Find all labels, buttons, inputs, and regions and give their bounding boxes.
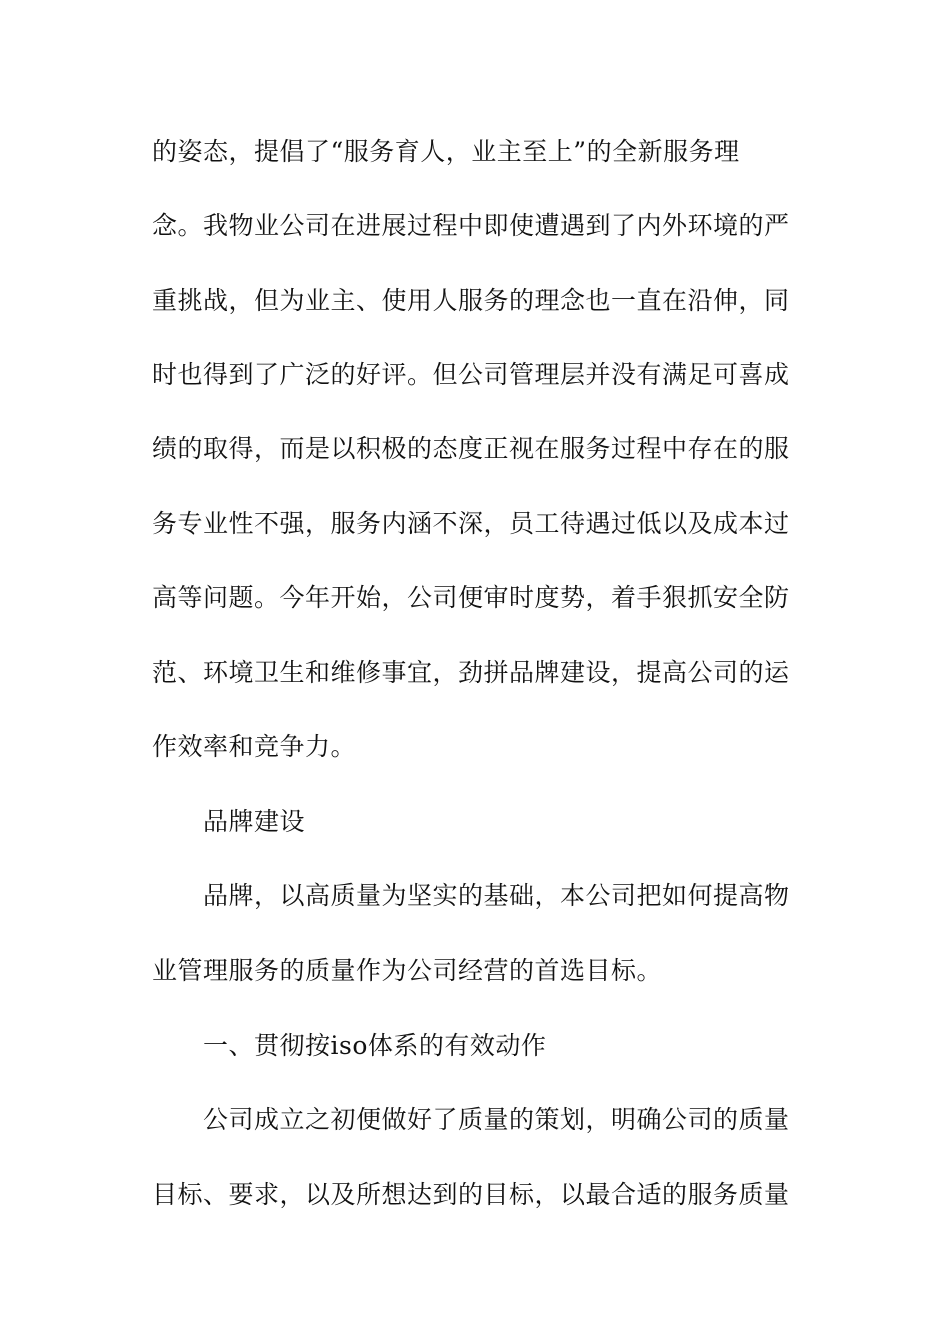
body-text-line: 作效率和竞争力。 <box>152 732 357 761</box>
body-text-line: 高等问题。今年开始，公司便审时度势，着手狠抓安全防 <box>152 583 790 612</box>
section-heading: 品牌建设 <box>203 807 306 836</box>
body-text-line: 时也得到了广泛的好评。但公司管理层并没有满足可喜成 <box>152 360 790 389</box>
body-text-line: 的姿态，提倡了“服务育人，业主至上”的全新服务理 <box>152 137 740 166</box>
body-text-line: 念。我物业公司在进展过程中即使遭遇到了内外环境的严 <box>152 211 790 240</box>
body-text-line: 重挑战，但为业主、使用人服务的理念也一直在沿伸，同 <box>152 286 790 315</box>
body-text-line: 目标、要求，以及所想达到的目标，以最合适的服务质量 <box>152 1180 790 1209</box>
body-text-line: 务专业性不强，服务内涵不深，员工待遇过低以及成本过 <box>152 509 790 538</box>
paragraph-first-line: 公司成立之初便做好了质量的策划，明确公司的质量 <box>203 1105 790 1134</box>
body-text-line: 绩的取得，而是以积极的态度正视在服务过程中存在的服 <box>152 434 790 463</box>
body-text-line: 业管理服务的质量作为公司经营的首选目标。 <box>152 956 663 985</box>
body-text-line: 范、环境卫生和维修事宜，劲拼品牌建设，提高公司的运 <box>152 658 790 687</box>
subsection-heading: 一、贯彻按iso体系的有效动作 <box>203 1031 547 1060</box>
paragraph-first-line: 品牌，以高质量为坚实的基础，本公司把如何提高物 <box>203 881 790 910</box>
